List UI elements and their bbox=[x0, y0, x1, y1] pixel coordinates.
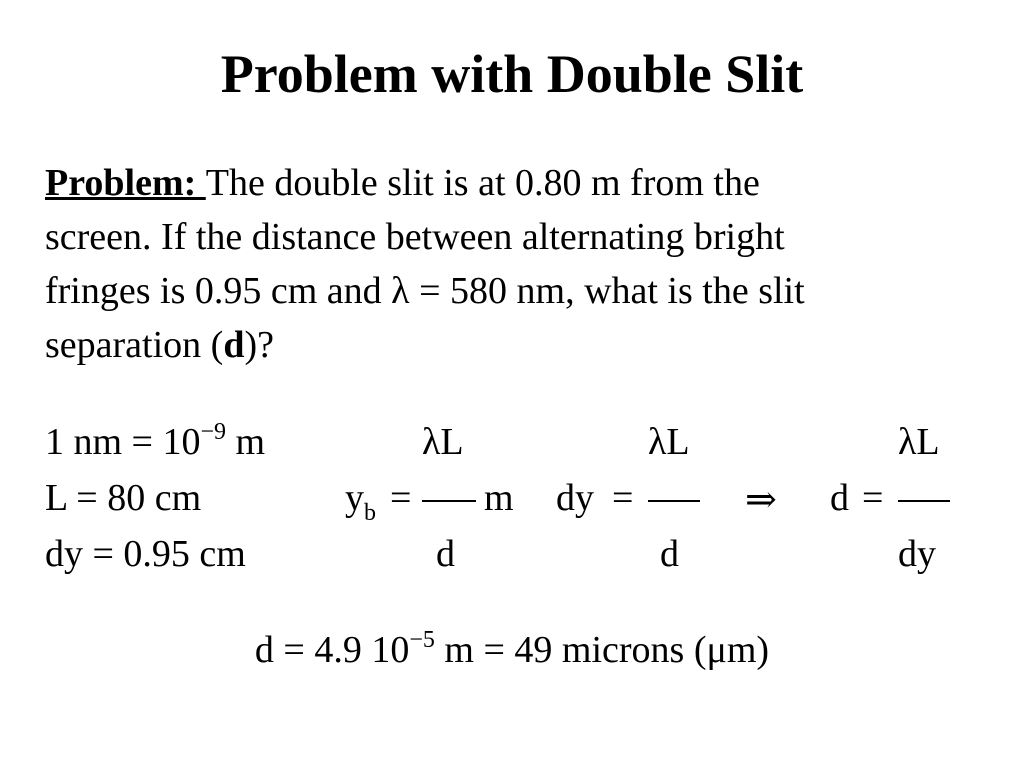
problem-line-4 bbox=[45, 318, 985, 372]
problem-line-3: fringes is 0.95 cm and λ = 580 nm, what is the slit bbox=[45, 270, 805, 312]
result-text-a: d = 4.9 10 bbox=[254, 629, 410, 671]
implies-arrow-icon: ⇒ bbox=[745, 479, 777, 521]
problem-line-2: screen. If the distance between alternating bright bbox=[45, 216, 785, 258]
problem-text-1: The double slit is at 0.80 m from the bbox=[205, 162, 760, 204]
eq2-equals: = bbox=[612, 477, 634, 519]
slit-separation-symbol: d bbox=[223, 324, 245, 366]
eq3-lhs: d bbox=[830, 477, 849, 519]
eq2-denominator: d bbox=[660, 533, 679, 575]
eq1-denominator: d bbox=[436, 533, 455, 575]
given-nm-conversion bbox=[45, 420, 265, 469]
result-exponent: −5 bbox=[409, 627, 435, 653]
eq3-equals: = bbox=[862, 477, 884, 519]
problem-text-4b: )? bbox=[244, 324, 274, 366]
given-nm-base: 1 nm = 10 bbox=[45, 421, 201, 463]
result-text-b: m = 49 microns (μm) bbox=[434, 629, 770, 671]
eq2-fraction-bar bbox=[648, 500, 700, 502]
given-nm-unit: m bbox=[226, 421, 266, 463]
eq3-fraction-bar bbox=[898, 500, 950, 502]
given-screen-distance: L = 80 cm bbox=[45, 477, 202, 519]
problem-label: Problem: bbox=[45, 162, 206, 204]
result-line bbox=[0, 628, 1024, 677]
eq1-lhs-base: y bbox=[345, 477, 364, 519]
problem-line-1 bbox=[45, 156, 985, 210]
eq1-lhs-subscript: b bbox=[364, 500, 376, 526]
given-nm-exponent: −9 bbox=[200, 419, 227, 445]
slide-title: Problem with Double Slit bbox=[220, 44, 804, 104]
eq1-numerator: λL bbox=[422, 421, 464, 463]
eq3-numerator: λL bbox=[898, 421, 940, 463]
eq2-lhs: dy bbox=[556, 477, 594, 519]
eq3-denominator: dy bbox=[898, 533, 936, 575]
eq2-numerator: λL bbox=[648, 421, 690, 463]
eq1-equals: = bbox=[390, 477, 412, 519]
eq1-unit: m bbox=[484, 477, 514, 519]
eq1-fraction-bar bbox=[422, 500, 476, 502]
eq1-lhs bbox=[345, 476, 376, 525]
given-fringe-spacing: dy = 0.95 cm bbox=[45, 533, 246, 575]
problem-statement bbox=[45, 156, 985, 372]
problem-text-4a: separation ( bbox=[45, 324, 224, 366]
